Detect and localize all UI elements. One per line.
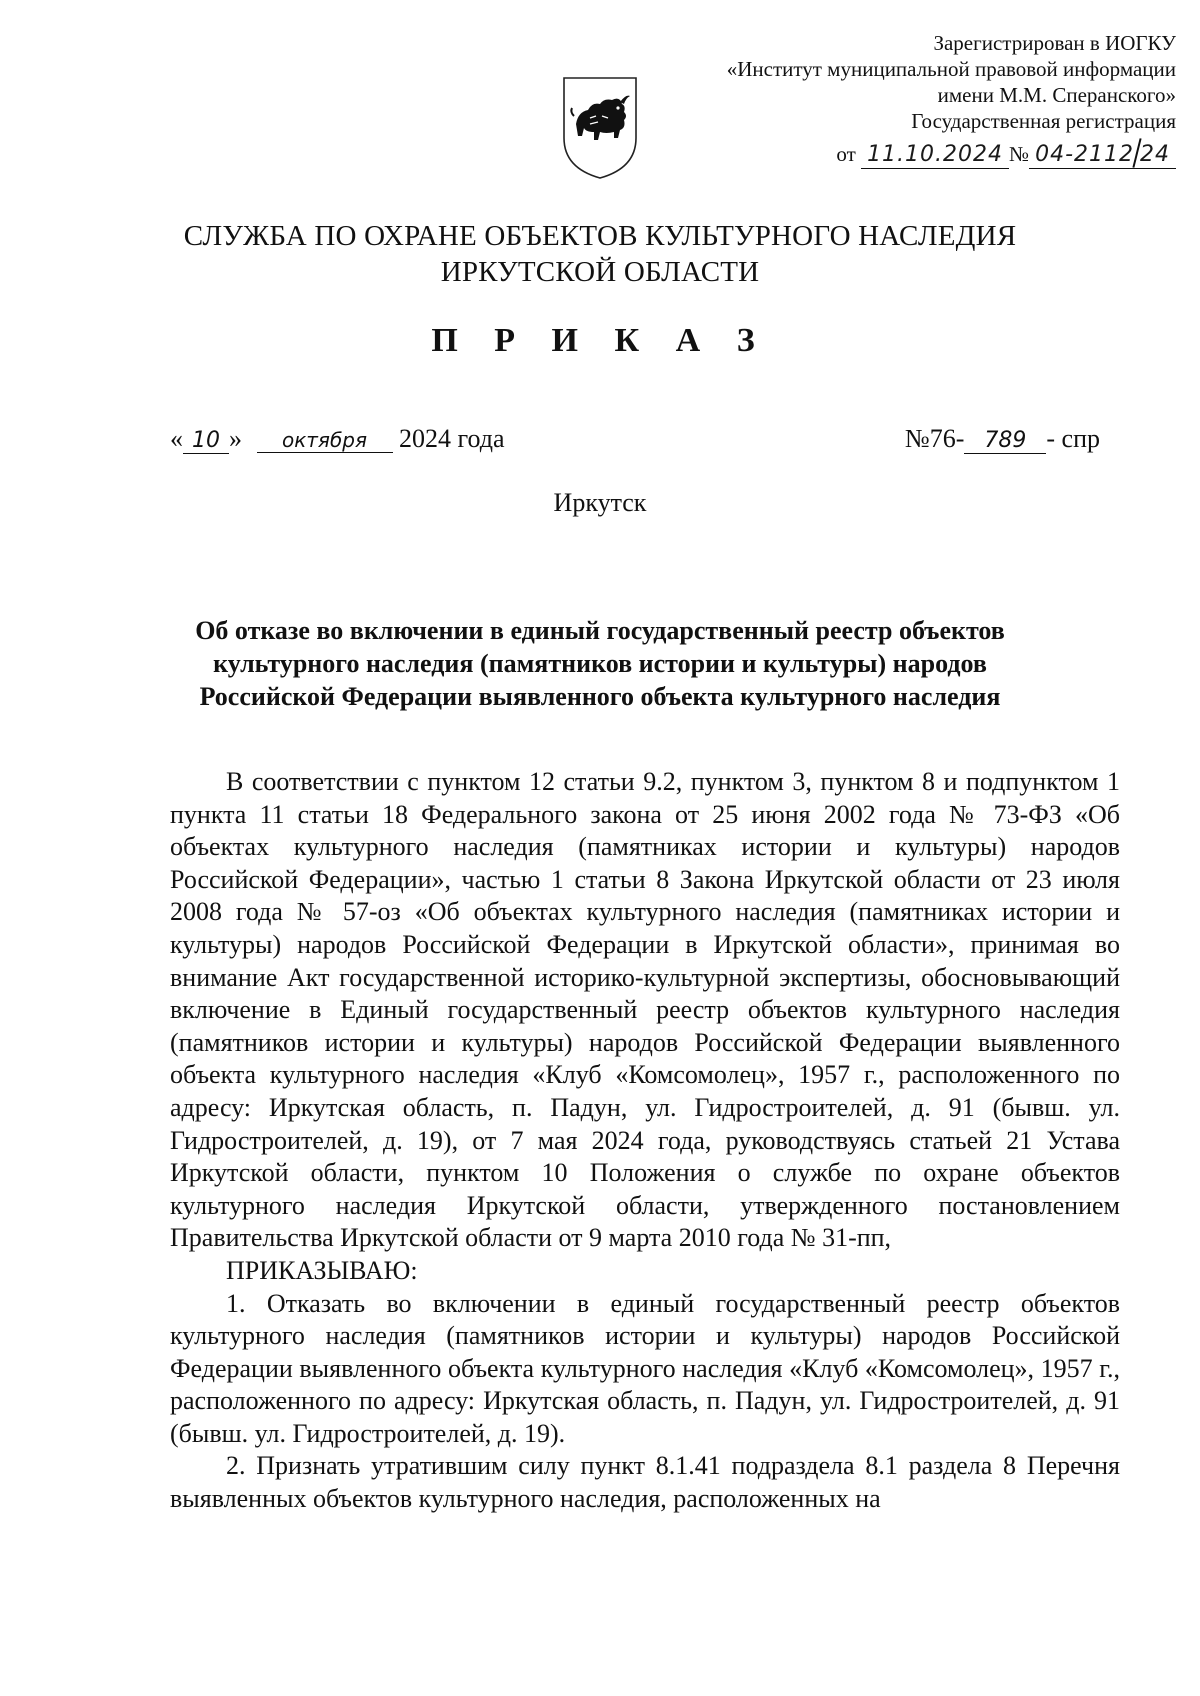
registration-date: 11.10.2024 — [861, 142, 1009, 169]
date-day: 10 — [183, 428, 229, 454]
registration-number-a: 04-2112 — [1035, 142, 1134, 167]
item-2-paragraph: 2. Признать утратившим силу пункт 8.1.41 подраздела 8.1 раздела 8 Перечня выявленных объектов культурного наследия, расположенных на — [170, 1451, 1120, 1514]
registration-line-1: Зарегистрирован в ИОГКУ — [933, 31, 1176, 55]
registration-line-4: Государственная регистрация — [911, 109, 1176, 133]
order-date — [170, 424, 505, 454]
document-body — [170, 766, 1120, 1516]
date-month: октября — [257, 428, 393, 453]
document-heading — [150, 614, 1050, 713]
number-handwritten: 789 — [964, 428, 1046, 454]
city: Иркутск — [553, 488, 647, 517]
emblem-icon — [560, 72, 640, 182]
agency-line-2: ИРКУТСКОЙ ОБЛАСТИ — [440, 256, 760, 288]
date-close-quote: » — [229, 424, 242, 453]
number-prefix: №76- — [904, 424, 965, 453]
registration-number — [1029, 138, 1176, 169]
number-suffix: - спр — [1046, 424, 1100, 453]
registration-stamp — [616, 30, 1176, 169]
agency-line-1: СЛУЖБА ПО ОХРАНЕ ОБЪЕКТОВ КУЛЬТУРНОГО НАСЛЕДИЯ — [183, 220, 1017, 252]
registration-line-2: «Институт муниципальной правовой информации — [726, 57, 1176, 81]
preamble-paragraph: В соответствии с пунктом 12 статьи 9.2, пунктом 3, пунктом 8 и подпунктом 1 пункта 11 статьи 18 Федерального закона от 25 июня 2002 года № 73-ФЗ «Об объектах культурного наследия (памятниках истории и культуры) народов Российской Федерации», частью 1 статьи 8 Закона Иркутской области от 23 июля 2008 года № 57-оз «Об объектах культурного наследия (памятниках истории и культуры) народов Российской Федерации в Иркутской области», принимая во внимание Акт государственной историко-культурной экспертизы, обосновывающий включение в Единый государственный реестр объектов культурного наследия (памятников истории и культуры) народов Российской Федерации выявленного объекта культурного наследия «Клуб «Комсомолец», 1957 г., расположенного по адресу: Иркутская область, п. Падун, ул. Гидростроителей, д. 91 (бывш. ул. Гидростроителей, д. 19), от 7 мая 2024 года, руководствуясь статьей 21 Устава Иркутской области, пунктом 10 Положения о службе по охране объектов культурного наследия Иркутской области, утвержденного постановлением Правительства Иркутской области от 9 марта 2010 года № 31-пп, — [170, 767, 1120, 1253]
order-title: П Р И К А З — [431, 322, 769, 359]
registration-line-3: имени М.М. Сперанского» — [937, 83, 1176, 107]
coat-of-arms-emblem — [560, 72, 640, 182]
heading-line-2: культурного наследия (памятников истории и культуры) народов — [213, 649, 987, 678]
heading-line-3: Российской Федерации выявленного объекта культурного наследия — [199, 682, 1001, 711]
order-word: ПРИКАЗЫВАЮ: — [226, 1255, 418, 1285]
date-open-quote: « — [170, 424, 183, 453]
registration-from-label: от — [836, 142, 856, 166]
agency-header — [0, 218, 1200, 290]
registration-number-b: 24 — [1140, 142, 1170, 167]
heading-line-1: Об отказе во включении в единый государственный реестр объектов — [195, 616, 1005, 645]
registration-date-number — [616, 138, 1176, 169]
order-number — [905, 424, 1100, 454]
item-1-paragraph: 1. Отказать во включении в единый государственный реестр объектов культурного наследия (памятников истории и культуры) народов Российской Федерации выявленного объекта культурного наследия «Клуб «Комсомолец», 1957 г., расположенного по адресу: Иркутская область, п. Падун, ул. Гидростроителей, д. 91 (бывш. ул. Гидростроителей, д. 19). — [170, 1288, 1120, 1448]
registration-number-label: № — [1009, 142, 1030, 166]
date-year: 2024 года — [399, 424, 505, 453]
